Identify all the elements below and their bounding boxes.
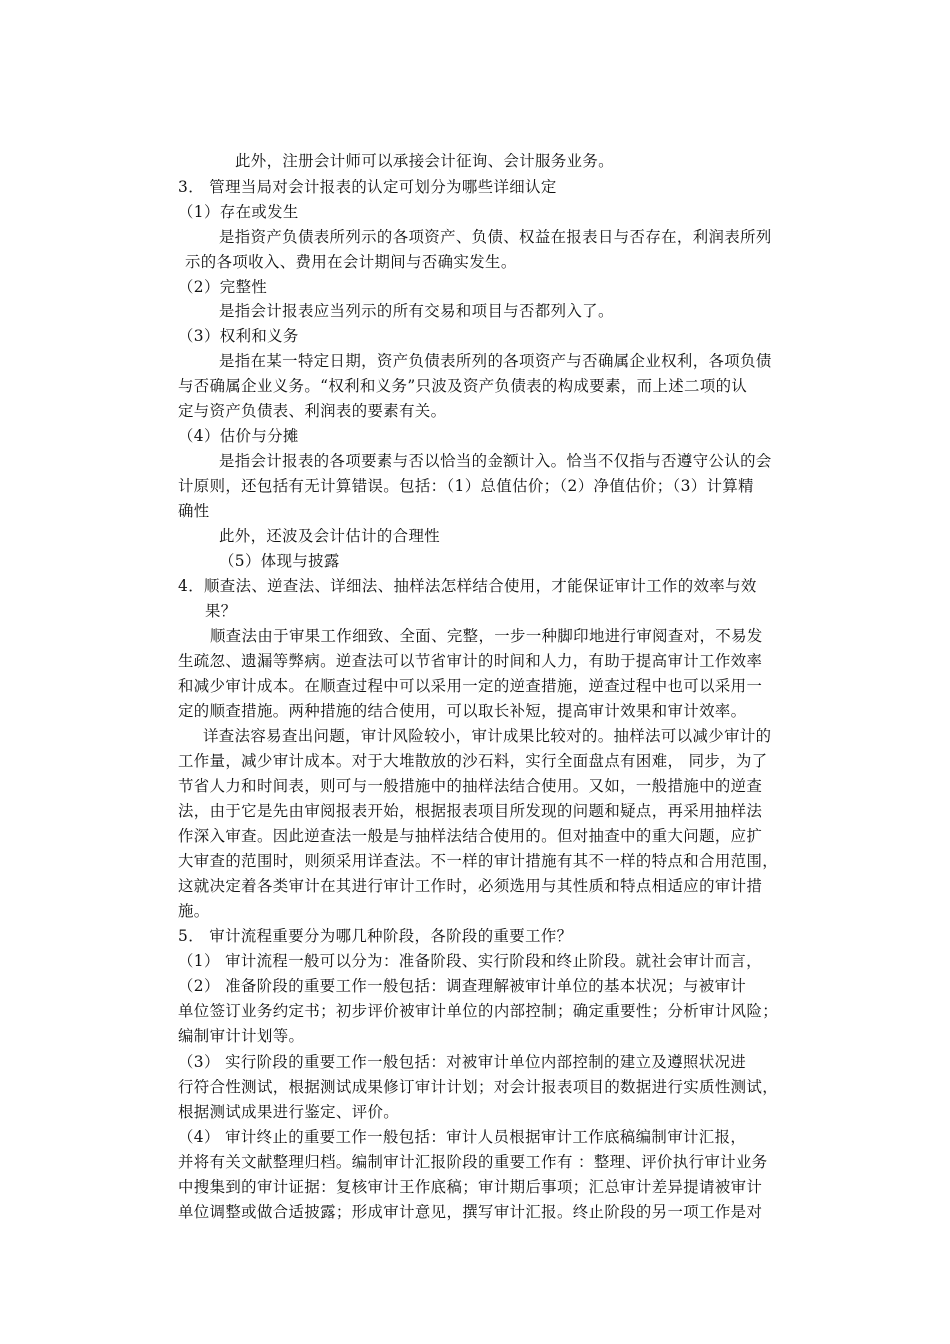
text-line: 行符合性测试，根据测试成果修订审计计划；对会计报表项目的数据进行实质性测试， bbox=[178, 1078, 779, 1096]
text-line: 单位签订业务约定书；初步评价被审计单位的内部控制；确定重要性；分析审计风险； bbox=[178, 1002, 779, 1020]
text-line: 此外，还波及会计估计的合理性 bbox=[219, 527, 441, 545]
text-line: （3） 实行阶段的重要工作一般包括：对被审计单位内部控制的建立及遵照状况进 bbox=[178, 1053, 747, 1071]
text-line: 是指会计报表应当列示的所有交易和项目与否都列入了。 bbox=[219, 302, 614, 320]
text-line: 大审查的范围时，则须采用详查法。不一样的审计措施有其不一样的特点和合用范围， bbox=[178, 852, 779, 870]
text-line: 此外，注册会计师可以承接会计征询、会计服务业务。 bbox=[235, 152, 614, 170]
text-line: 是指在某一特定日期，资产负债表所列的各项资产与否确属企业权利，各项负债 bbox=[219, 352, 772, 370]
text-line: 计原则，还包括有无计算错误。包括：（1）总值估价；（2）净值估价；（3）计算精 bbox=[178, 477, 754, 495]
text-line: （4） 审计终止的重要工作一般包括：审计人员根据审计工作底稿编制审计汇报， bbox=[178, 1128, 747, 1146]
text-line: 定与资产负债表、利润表的要素有关。 bbox=[178, 402, 447, 420]
heading-question-4: 4．顺查法、逆查法、详细法、抽样法怎样结合使用，才能保证审计工作的效率与效 bbox=[178, 577, 757, 595]
text-line: 与否确属企业义务。“权利和义务”只波及资产负债表的构成要素，而上述二项的认 bbox=[178, 377, 748, 395]
text-line: 单位调整或做合适披露；形成审计意见，撰写审计汇报。终止阶段的另一项工作是对 bbox=[178, 1203, 763, 1221]
text-line: 编制审计计划等。 bbox=[178, 1027, 305, 1045]
text-line: 生疏忽、遗漏等弊病。逆查法可以节省审计的时间和人力，有助于提高审计工作效率 bbox=[178, 652, 763, 670]
text-line: 定的顺查措施。两种措施的结合使用，可以取长补短，提高审计效果和审计效率。 bbox=[178, 702, 747, 720]
text-line: 是指会计报表的各项要素与否以恰当的金额计入。恰当不仅指与否遵守公认的会 bbox=[219, 452, 772, 470]
text-line: 和减少审计成本。在顺查过程中可以采用一定的逆查措施，逆查过程中也可以采用一 bbox=[178, 677, 763, 695]
text-line: （2） 准备阶段的重要工作一般包括：调查理解被审计单位的基本状况；与被审计 bbox=[178, 977, 747, 995]
text-line: 示的各项收入、费用在会计期间与否确实发生。 bbox=[185, 253, 517, 271]
text-line: 详查法容易查出问题，审计风险较小，审计成果比较对的。抽样法可以减少审计的 bbox=[203, 727, 772, 745]
text-line: 法，由于它是先由审阅报表开始，根据报表项目所发现的问题和疑点，再采用抽样法 bbox=[178, 802, 763, 820]
heading-question-3: 3． 管理当局对会计报表的认定可划分为哪些详细认定 bbox=[178, 178, 557, 196]
text-line: 这就决定着各类审计在其进行审计工作时，必须选用与其性质和特点相适应的审计措 bbox=[178, 877, 763, 895]
text-line: 并将有关文献整理归档。编制审计汇报阶段的重要工作有 ：整理、评价执行审计业务 bbox=[178, 1153, 768, 1171]
heading-question-5: 5． 审计流程重要分为哪几种阶段，各阶段的重要工作？ bbox=[178, 927, 573, 945]
text-line: 节省人力和时间表，则可与一般措施中的抽样法结合使用。又如，一般措施中的逆查 bbox=[178, 777, 763, 795]
subheading: （2）完整性 bbox=[178, 278, 268, 296]
text-line: 施。 bbox=[178, 902, 210, 920]
subheading: （1）存在或发生 bbox=[178, 203, 299, 221]
subheading: （4）估价与分摊 bbox=[178, 427, 299, 445]
text-line: 是指资产负债表所列示的各项资产、负债、权益在报表日与否存在，利润表所列 bbox=[219, 228, 772, 246]
text-line: 果？ bbox=[205, 602, 237, 620]
text-line: 作深入审查。因此逆查法一般是与抽样法结合使用的。但对抽查中的重大问题，应扩 bbox=[178, 827, 763, 845]
text-line: 顺查法由于审果工作细致、全面、完整，一步一种脚印地进行审阅查对，不易发 bbox=[210, 627, 763, 645]
text-line: 根据测试成果进行鉴定、评价。 bbox=[178, 1103, 400, 1121]
subheading: （5）体现与披露 bbox=[219, 552, 340, 570]
text-line: 确性 bbox=[178, 502, 210, 520]
text-line: 中搜集到的审计证据：复核审计王作底稿；审计期后事项；汇总审计差异提请被审计 bbox=[178, 1178, 763, 1196]
text-line: 工作量，减少审计成本。对于大堆散放的沙石料，实行全面盘点有困难， 同步，为了 bbox=[178, 752, 768, 770]
text-line: （1） 审计流程一般可以分为：准备阶段、实行阶段和终止阶段。就社会审计而言， bbox=[178, 952, 762, 970]
subheading: （3）权利和义务 bbox=[178, 327, 299, 345]
